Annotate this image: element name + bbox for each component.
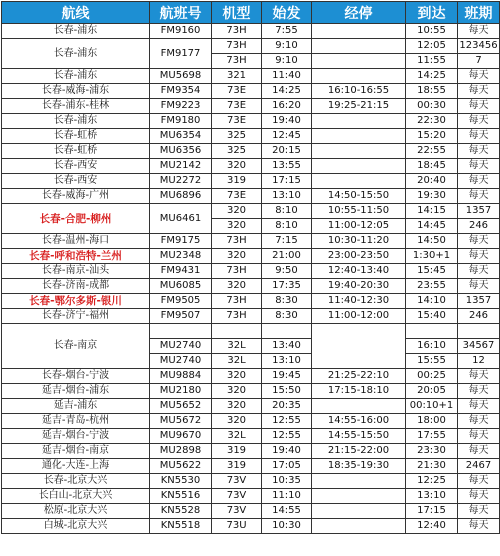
table-body [2,24,500,534]
header-flight-number: 航班号 [150,2,212,24]
schedule-days-cell: 每天 [458,24,500,39]
departure-cell: 12:55 [262,414,312,429]
arrival-cell: 13:10 [406,489,458,504]
stopover-cell: 10:55-11:50 [312,204,406,219]
stopover-cell: 23:00-23:50 [312,249,406,264]
stopover-cell [312,114,406,129]
aircraft-type-cell: 73H [212,54,262,69]
aircraft-type-cell: 73H [212,264,262,279]
stopover-cell: 11:40-12:30 [312,294,406,309]
departure-cell: 12:45 [262,129,312,144]
table-row [2,474,500,489]
departure-cell: 13:10 [262,354,312,369]
flight-number-cell: KN5516 [150,489,212,504]
aircraft-type-cell: 325 [212,129,262,144]
aircraft-type-cell: 73V [212,489,262,504]
departure-cell: 21:00 [262,249,312,264]
table-row [2,384,500,399]
table-row [2,324,500,339]
route-cell: 松原-北京大兴 [2,504,150,519]
arrival-cell: 17:15 [406,504,458,519]
flight-number-cell: MU5652 [150,399,212,414]
flight-number-cell: FM9160 [150,24,212,39]
aircraft-type-cell: 320 [212,219,262,234]
route-cell: 长春-浦东-桂林 [2,99,150,114]
schedule-days-cell: 每天 [458,474,500,489]
route-cell: 长春-浦东 [2,39,150,69]
departure-cell: 12:55 [262,429,312,444]
aircraft-type-cell: 73V [212,474,262,489]
arrival-cell: 12:25 [406,474,458,489]
schedule-days-cell: 每天 [458,504,500,519]
schedule-days-cell: 246 [458,219,500,234]
header-route: 航线 [2,2,150,24]
stopover-cell [312,324,406,369]
aircraft-type-cell: 319 [212,174,262,189]
flight-number-cell: MU2180 [150,384,212,399]
schedule-days-cell: 每天 [458,69,500,84]
departure-cell: 17:05 [262,459,312,474]
aircraft-type-cell: 73U [212,519,262,534]
aircraft-type-cell: 73V [212,504,262,519]
flight-number-cell: MU6354 [150,129,212,144]
departure-cell: 15:50 [262,384,312,399]
route-cell: 长春-烟台-宁波 [2,369,150,384]
schedule-days-cell: 每天 [458,174,500,189]
flight-number-cell [150,324,212,339]
route-cell: 白城-北京大兴 [2,519,150,534]
aircraft-type-cell: 73E [212,114,262,129]
stopover-cell: 17:15-18:10 [312,384,406,399]
route-cell: 长春-虹桥 [2,144,150,159]
schedule-days-cell: 2467 [458,459,500,474]
departure-cell: 8:30 [262,294,312,309]
flight-number-cell: MU6085 [150,279,212,294]
departure-cell: 11:10 [262,489,312,504]
aircraft-type-cell: 319 [212,444,262,459]
arrival-cell: 17:55 [406,429,458,444]
aircraft-type-cell: 32L [212,354,262,369]
departure-cell: 20:35 [262,399,312,414]
departure-cell: 10:30 [262,519,312,534]
aircraft-type-cell: 319 [212,459,262,474]
table-row [2,129,500,144]
route-cell: 长白山-北京大兴 [2,489,150,504]
stopover-cell: 11:00-12:05 [312,219,406,234]
schedule-days-cell: 每天 [458,414,500,429]
schedule-days-cell: 246 [458,309,500,324]
stopover-cell [312,159,406,174]
flight-number-cell: FM9175 [150,234,212,249]
table-row [2,309,500,324]
route-cell: 长春-济南-成都 [2,279,150,294]
stopover-cell: 19:25-21:15 [312,99,406,114]
aircraft-type-cell: 73E [212,84,262,99]
flight-number-cell: MU6896 [150,189,212,204]
schedule-days-cell: 7 [458,54,500,69]
arrival-cell: 11:55 [406,54,458,69]
departure-cell: 8:30 [262,309,312,324]
schedule-days-cell: 每天 [458,249,500,264]
aircraft-type-cell: 73H [212,294,262,309]
departure-cell: 13:55 [262,159,312,174]
aircraft-type-cell: 73E [212,99,262,114]
table-row [2,444,500,459]
schedule-days-cell: 34567 [458,339,500,354]
flight-number-cell: MU2348 [150,249,212,264]
table-row [2,174,500,189]
table-row [2,84,500,99]
stopover-cell [312,39,406,54]
table-row [2,294,500,309]
stopover-cell: 21:25-22:10 [312,369,406,384]
flight-number-cell: FM9180 [150,114,212,129]
table-row [2,504,500,519]
table-row [2,489,500,504]
flight-number-cell: MU9670 [150,429,212,444]
table-row [2,429,500,444]
departure-cell: 17:35 [262,279,312,294]
departure-cell: 17:15 [262,174,312,189]
schedule-days-cell: 每天 [458,399,500,414]
departure-cell: 16:20 [262,99,312,114]
route-cell: 长春-济宁-福州 [2,309,150,324]
arrival-cell: 22:55 [406,144,458,159]
table-row [2,369,500,384]
route-cell: 长春-合肥-柳州 [2,204,150,234]
arrival-cell: 14:50 [406,234,458,249]
schedule-days-cell: 123456 [458,39,500,54]
stopover-cell: 11:00-12:00 [312,309,406,324]
route-cell: 长春-浦东 [2,69,150,84]
departure-cell: 14:25 [262,84,312,99]
arrival-cell: 18:45 [406,159,458,174]
aircraft-type-cell: 73H [212,234,262,249]
route-cell: 长春-鄂尔多斯-银川 [2,294,150,309]
aircraft-type-cell [212,324,262,339]
stopover-cell [312,399,406,414]
flight-number-cell: FM9505 [150,294,212,309]
schedule-days-cell: 每天 [458,159,500,174]
table-row [2,414,500,429]
route-cell: 通化-大连-上海 [2,459,150,474]
arrival-cell: 12:05 [406,39,458,54]
flight-number-cell: MU2272 [150,174,212,189]
schedule-days-cell: 每天 [458,84,500,99]
schedule-days-cell: 每天 [458,279,500,294]
aircraft-type-cell: 320 [212,204,262,219]
stopover-cell [312,519,406,534]
arrival-cell: 1:30+1 [406,249,458,264]
flight-number-cell: KN5528 [150,504,212,519]
flight-number-cell: FM9431 [150,264,212,279]
arrival-cell: 22:30 [406,114,458,129]
table-row [2,279,500,294]
route-cell: 延吉-烟台-宁波 [2,429,150,444]
arrival-cell: 00:10+1 [406,399,458,414]
route-cell: 长春-威海-浦东 [2,84,150,99]
arrival-cell: 14:15 [406,204,458,219]
table-row [2,459,500,474]
stopover-cell [312,504,406,519]
arrival-cell: 16:10 [406,339,458,354]
table-row [2,249,500,264]
schedule-days-cell: 每天 [458,519,500,534]
header-schedule-days: 班期 [458,2,500,24]
aircraft-type-cell: 320 [212,414,262,429]
schedule-days-cell: 每天 [458,384,500,399]
route-cell: 延吉-烟台-南京 [2,444,150,459]
table-row [2,39,500,54]
departure-cell: 8:10 [262,219,312,234]
flight-number-cell: FM9223 [150,99,212,114]
route-cell: 长春-西安 [2,159,150,174]
stopover-cell: 16:10-16:55 [312,84,406,99]
schedule-days-cell: 1357 [458,294,500,309]
arrival-cell: 12:40 [406,519,458,534]
stopover-cell [312,69,406,84]
route-cell: 延吉-浦东 [2,399,150,414]
schedule-days-cell: 每天 [458,189,500,204]
table-row [2,144,500,159]
table-row [2,189,500,204]
flight-number-cell: MU5698 [150,69,212,84]
aircraft-type-cell: 320 [212,399,262,414]
arrival-cell: 19:30 [406,189,458,204]
aircraft-type-cell: 321 [212,69,262,84]
aircraft-type-cell: 73E [212,189,262,204]
table-row [2,399,500,414]
table-row [2,99,500,114]
stopover-cell [312,174,406,189]
stopover-cell [312,54,406,69]
departure-cell: 11:40 [262,69,312,84]
stopover-cell [312,129,406,144]
arrival-cell: 14:10 [406,294,458,309]
departure-cell: 10:35 [262,474,312,489]
departure-cell: 19:40 [262,114,312,129]
arrival-cell: 20:05 [406,384,458,399]
route-cell: 延吉-青岛-杭州 [2,414,150,429]
route-cell: 长春-呼和浩特-兰州 [2,249,150,264]
flight-number-cell: MU2898 [150,444,212,459]
header-departure: 始发 [262,2,312,24]
route-cell: 长春-虹桥 [2,129,150,144]
schedule-days-cell: 每天 [458,99,500,114]
header-row [2,2,500,24]
flight-number-cell: MU2142 [150,159,212,174]
arrival-cell: 15:55 [406,354,458,369]
departure-cell: 13:10 [262,189,312,204]
table-row [2,264,500,279]
aircraft-type-cell: 320 [212,384,262,399]
aircraft-type-cell: 32L [212,339,262,354]
table-row [2,204,500,219]
schedule-days-cell [458,324,500,339]
schedule-days-cell: 每天 [458,129,500,144]
route-cell: 长春-西安 [2,174,150,189]
departure-cell: 9:10 [262,54,312,69]
aircraft-type-cell: 320 [212,159,262,174]
flight-number-cell: FM9177 [150,39,212,69]
stopover-cell: 18:35-19:30 [312,459,406,474]
flight-number-cell: MU6461 [150,204,212,234]
arrival-cell: 18:00 [406,414,458,429]
schedule-days-cell: 每天 [458,264,500,279]
aircraft-type-cell: 73H [212,24,262,39]
schedule-days-cell: 每天 [458,234,500,249]
flight-number-cell: FM9354 [150,84,212,99]
schedule-days-cell: 1357 [458,204,500,219]
flight-number-cell: MU2740 [150,339,212,354]
arrival-cell: 20:40 [406,174,458,189]
departure-cell: 9:10 [262,39,312,54]
table-row [2,69,500,84]
table-row [2,234,500,249]
route-cell: 长春-浦东 [2,114,150,129]
stopover-cell: 12:40-13:40 [312,264,406,279]
schedule-days-cell: 每天 [458,114,500,129]
departure-cell [262,324,312,339]
stopover-cell: 14:50-15:50 [312,189,406,204]
stopover-cell [312,474,406,489]
departure-cell: 9:50 [262,264,312,279]
arrival-cell: 15:45 [406,264,458,279]
stopover-cell [312,24,406,39]
aircraft-type-cell: 320 [212,369,262,384]
departure-cell: 7:15 [262,234,312,249]
table-row [2,519,500,534]
stopover-cell: 21:15-22:00 [312,444,406,459]
flight-number-cell: MU9884 [150,369,212,384]
table-row [2,114,500,129]
flight-number-cell: FM9507 [150,309,212,324]
departure-cell: 8:10 [262,204,312,219]
route-cell: 长春-北京大兴 [2,474,150,489]
aircraft-type-cell: 73H [212,309,262,324]
arrival-cell: 23:30 [406,444,458,459]
stopover-cell: 19:40-20:30 [312,279,406,294]
header-stopover: 经停 [312,2,406,24]
arrival-cell: 23:55 [406,279,458,294]
departure-cell: 13:40 [262,339,312,354]
stopover-cell [312,144,406,159]
flight-number-cell: MU6356 [150,144,212,159]
arrival-cell: 14:45 [406,219,458,234]
aircraft-type-cell: 73H [212,39,262,54]
route-cell: 延吉-烟台-浦东 [2,384,150,399]
flight-number-cell: MU5672 [150,414,212,429]
route-cell: 长春-威海-广州 [2,189,150,204]
departure-cell: 14:55 [262,504,312,519]
departure-cell: 7:55 [262,24,312,39]
stopover-cell: 14:55-15:50 [312,429,406,444]
route-cell: 长春-南京 [2,324,150,369]
aircraft-type-cell: 320 [212,279,262,294]
arrival-cell: 00:25 [406,369,458,384]
arrival-cell: 21:30 [406,459,458,474]
stopover-cell: 10:30-11:20 [312,234,406,249]
arrival-cell: 10:55 [406,24,458,39]
aircraft-type-cell: 325 [212,144,262,159]
header-arrival: 到达 [406,2,458,24]
route-cell: 长春-温州-海口 [2,234,150,249]
arrival-cell: 00:30 [406,99,458,114]
flight-number-cell: MU2740 [150,354,212,369]
schedule-days-cell: 每天 [458,489,500,504]
header-aircraft-type: 机型 [212,2,262,24]
stopover-cell [312,489,406,504]
flight-schedule-table [1,1,500,534]
arrival-cell: 18:55 [406,84,458,99]
arrival-cell: 15:20 [406,129,458,144]
flight-number-cell: KN5530 [150,474,212,489]
aircraft-type-cell: 32L [212,429,262,444]
route-cell: 长春-浦东 [2,24,150,39]
arrival-cell: 15:40 [406,309,458,324]
schedule-days-cell: 每天 [458,144,500,159]
schedule-days-cell: 每天 [458,369,500,384]
schedule-days-cell: 12 [458,354,500,369]
table-row [2,159,500,174]
table-row [2,24,500,39]
schedule-days-cell: 每天 [458,444,500,459]
route-cell: 长春-南京-汕头 [2,264,150,279]
arrival-cell: 14:25 [406,69,458,84]
schedule-days-cell: 每天 [458,429,500,444]
aircraft-type-cell: 320 [212,249,262,264]
flight-number-cell: MU5622 [150,459,212,474]
arrival-cell [406,324,458,339]
departure-cell: 20:15 [262,144,312,159]
stopover-cell: 14:55-16:00 [312,414,406,429]
flight-number-cell: KN5518 [150,519,212,534]
departure-cell: 19:45 [262,369,312,384]
departure-cell: 19:40 [262,444,312,459]
